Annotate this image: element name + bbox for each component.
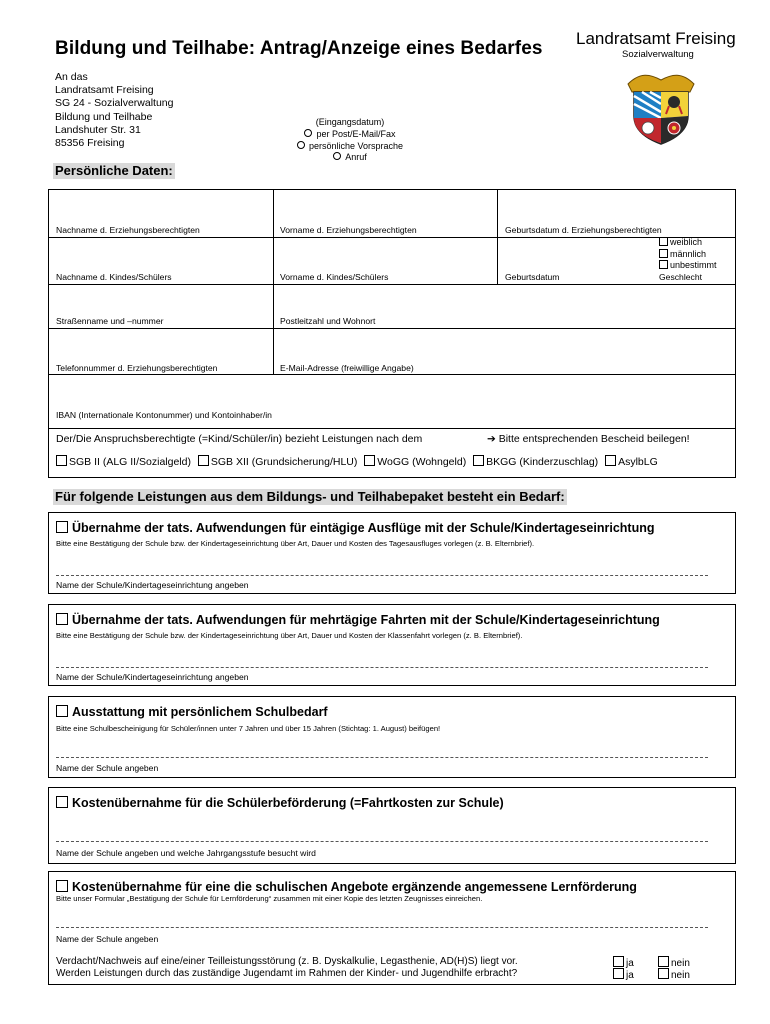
input-underline <box>56 757 708 758</box>
gender-option-label: männlich <box>670 248 707 259</box>
child-birthdate-field[interactable] <box>498 238 654 271</box>
answer-checkbox-q2-no[interactable] <box>658 968 669 979</box>
guardian-birthdate-field[interactable] <box>498 190 735 224</box>
child-firstname-field[interactable] <box>274 238 497 271</box>
input-underline <box>56 575 708 576</box>
answer-label: ja <box>626 970 634 981</box>
need-title-text: Ausstattung mit persönlichem Schulbedarf <box>72 705 328 719</box>
benefit-option-label: WoGG (Wohngeld) <box>377 456 467 468</box>
need-card-day-trips <box>48 512 736 594</box>
need-hint: Bitte eine Bestätigung der Schule bzw. der Kindertageseinrichtung über Art, Dauer und Kosten der Klassenfahrt vorlegen (z. B. Elternbrief). <box>56 631 523 640</box>
receipt-option-label: Anruf <box>345 152 367 163</box>
tutoring-question-2: Werden Leistungen durch das zuständige Jugendamt im Rahmen der Kinder- und Jugendhilfe erbracht? <box>56 968 518 979</box>
benefit-option-label: SGB XII (Grundsicherung/HLU) <box>210 456 358 468</box>
benefit-checkbox-asylblg[interactable] <box>605 455 616 466</box>
benefits-hint: ➔ Bitte entsprechenden Bescheid beilegen! <box>487 433 690 445</box>
input-underline <box>56 667 708 668</box>
need-title-text: Übernahme der tats. Aufwendungen für eintägige Ausflüge mit der Schule/Kindertageseinrichtung <box>72 521 655 535</box>
guardian-firstname-field[interactable] <box>274 190 497 224</box>
answer-yes <box>613 968 634 982</box>
child-firstname-label: Vorname d. Kindes/Schülers <box>280 272 389 282</box>
benefit-option-label: SGB II (ALG II/Sozialgeld) <box>69 456 191 468</box>
address-line: Landratsamt Freising <box>55 84 154 97</box>
benefit-checkbox-sgb12[interactable] <box>198 455 209 466</box>
org-department: Sozialverwaltung <box>622 49 694 60</box>
address-line: 85356 Freising <box>55 137 125 150</box>
needs-heading: Für folgende Leistungen aus dem Bildungs- und Teilhabepaket besteht ein Bedarf: <box>55 489 565 504</box>
need-title <box>56 613 660 627</box>
iban-label: IBAN (Internationale Kontonummer) und Kontoinhaber/in <box>56 410 272 420</box>
child-birthdate-label: Geburtsdatum <box>505 272 560 282</box>
child-lastname-label: Nachname d. Kindes/Schülers <box>56 272 172 282</box>
answer-checkbox-q2-yes[interactable] <box>613 968 624 979</box>
benefit-checkbox-wogg[interactable] <box>364 455 375 466</box>
need-card-transport <box>48 787 736 864</box>
form-title: Bildung und Teilhabe: Antrag/Anzeige eines Bedarfes <box>55 38 543 59</box>
receipt-date-label: (Eingangsdatum) <box>315 117 385 127</box>
phone-label: Telefonnummer d. Erziehungsberechtigten <box>56 363 218 373</box>
need-footer: Name der Schule/Kindertageseinrichtung angeben <box>56 580 249 590</box>
child-lastname-field[interactable] <box>49 238 273 271</box>
guardian-birthdate-label: Geburtsdatum d. Erziehungsberechtigten <box>505 225 662 235</box>
street-label: Straßenname und –nummer <box>56 316 164 326</box>
benefits-question: Der/Die Anspruchsberechtigte (=Kind/Schüler/in) bezieht Leistungen nach dem <box>56 433 423 445</box>
benefit-option-label: BKGG (Kinderzuschlag) <box>486 456 599 468</box>
need-checkbox-multi-day-trips[interactable] <box>56 613 68 625</box>
radio-circle-icon[interactable] <box>333 152 341 160</box>
answer-checkbox-q1-yes[interactable] <box>613 956 624 967</box>
answer-no <box>658 968 690 982</box>
benefit-option-label: AsylbLG <box>618 456 658 468</box>
need-checkbox-school-supplies[interactable] <box>56 705 68 717</box>
address-line: Landshuter Str. 31 <box>55 123 141 136</box>
answer-checkbox-q1-no[interactable] <box>658 956 669 967</box>
receipt-option <box>260 141 440 153</box>
recipient-address <box>55 71 173 150</box>
personal-data-heading: Persönliche Daten: <box>55 163 173 178</box>
zip-city-field[interactable] <box>274 285 734 316</box>
email-field[interactable] <box>274 329 734 362</box>
guardian-lastname-field[interactable] <box>49 190 273 224</box>
need-title <box>56 880 637 894</box>
benefit-checkbox-bkgg[interactable] <box>473 455 484 466</box>
answer-label: ja <box>626 958 634 969</box>
guardian-firstname-label: Vorname d. Erziehungsberechtigten <box>280 225 417 235</box>
school-name-input[interactable] <box>56 647 708 667</box>
need-footer: Name der Schule/Kindertageseinrichtung angeben <box>56 672 249 682</box>
gender-label: Geschlecht <box>659 272 702 282</box>
need-footer: Name der Schule angeben <box>56 763 159 773</box>
address-line: An das <box>55 71 88 83</box>
school-name-input[interactable] <box>56 555 708 575</box>
need-checkbox-tutoring[interactable] <box>56 880 68 892</box>
org-name: Landratsamt Freising <box>576 29 736 48</box>
need-hint: Bitte eine Schulbescheinigung für Schüler/innen unter 7 Jahren und über 15 Jahren (Stichtag: 1. August) beifügen! <box>56 724 441 733</box>
gender-checkbox-maennlich[interactable] <box>659 249 668 258</box>
phone-field[interactable] <box>49 329 273 362</box>
school-name-input[interactable] <box>56 908 708 928</box>
school-name-grade-input[interactable] <box>56 820 708 840</box>
tutoring-question-1: Verdacht/Nachweis auf eine/einer Teilleistungsstörung (z. B. Dyskalkulie, Legasthenie, AD(H)S) liegt vor. <box>56 956 518 967</box>
need-checkbox-day-trips[interactable] <box>56 521 68 533</box>
radio-circle-icon[interactable] <box>297 141 305 149</box>
receipt-option <box>260 152 440 164</box>
need-title-text: Kostenübernahme für eine die schulischen Angebote ergänzende angemessene Lernförderung <box>72 880 637 894</box>
answer-label: nein <box>671 958 690 969</box>
answer-label: nein <box>671 970 690 981</box>
gender-options <box>659 237 717 272</box>
street-field[interactable] <box>49 285 273 316</box>
need-card-multi-day-trips <box>48 604 736 686</box>
need-title <box>56 705 328 719</box>
need-card-school-supplies <box>48 696 736 778</box>
benefits-options <box>56 455 658 468</box>
gender-option-label: weiblich <box>670 237 703 247</box>
need-checkbox-transport[interactable] <box>56 796 68 808</box>
landkreis-freising-crest-icon <box>620 66 702 146</box>
need-title-text: Kostenübernahme für die Schülerbeförderung (=Fahrtkosten zur Schule) <box>72 796 504 810</box>
need-title-text: Übernahme der tats. Aufwendungen für mehrtägige Fahrten mit der Schule/Kindertageseinrichtung <box>72 613 660 627</box>
need-footer: Name der Schule angeben und welche Jahrgangsstufe besucht wird <box>56 848 316 858</box>
input-underline <box>56 841 708 842</box>
iban-field[interactable] <box>49 375 735 409</box>
school-name-input[interactable] <box>56 739 708 759</box>
need-footer: Name der Schule angeben <box>56 934 159 944</box>
receipt-option <box>260 129 440 141</box>
guardian-lastname-label: Nachname d. Erziehungsberechtigten <box>56 225 200 235</box>
gender-checkbox-weiblich[interactable] <box>659 237 668 246</box>
personal-data-table <box>48 189 736 429</box>
benefits-section <box>48 428 736 478</box>
gender-checkbox-unbestimmt[interactable] <box>659 260 668 269</box>
need-title <box>56 521 654 535</box>
receipt-option-label: per Post/E-Mail/Fax <box>316 128 396 139</box>
receipt-option-label: persönliche Vorsprache <box>308 140 404 151</box>
email-label: E-Mail-Adresse (freiwillige Angabe) <box>280 363 414 373</box>
need-card-tutoring <box>48 871 736 985</box>
input-underline <box>56 927 708 928</box>
receipt-stamp-area <box>260 117 440 164</box>
need-hint: Bitte eine Bestätigung der Schule bzw. der Kindertageseinrichtung über Art, Dauer und Kosten des Tagesausfluges vorlegen (z. B. Elternbrief). <box>56 539 535 548</box>
need-hint: Bitte unser Formular „Bestätigung der Schule für Lernförderung“ zusammen mit einer Kopie des letzten Zeugnisses einreichen. <box>56 894 483 903</box>
address-line: SG 24 - Sozialverwaltung <box>55 97 174 110</box>
radio-circle-icon[interactable] <box>304 129 312 137</box>
gender-option-label: unbestimmt <box>670 260 717 270</box>
address-line: Bildung und Teilhabe <box>55 110 153 123</box>
benefit-checkbox-sgb2[interactable] <box>56 455 67 466</box>
zip-city-label: Postleitzahl und Wohnort <box>280 316 376 326</box>
need-title <box>56 796 504 810</box>
